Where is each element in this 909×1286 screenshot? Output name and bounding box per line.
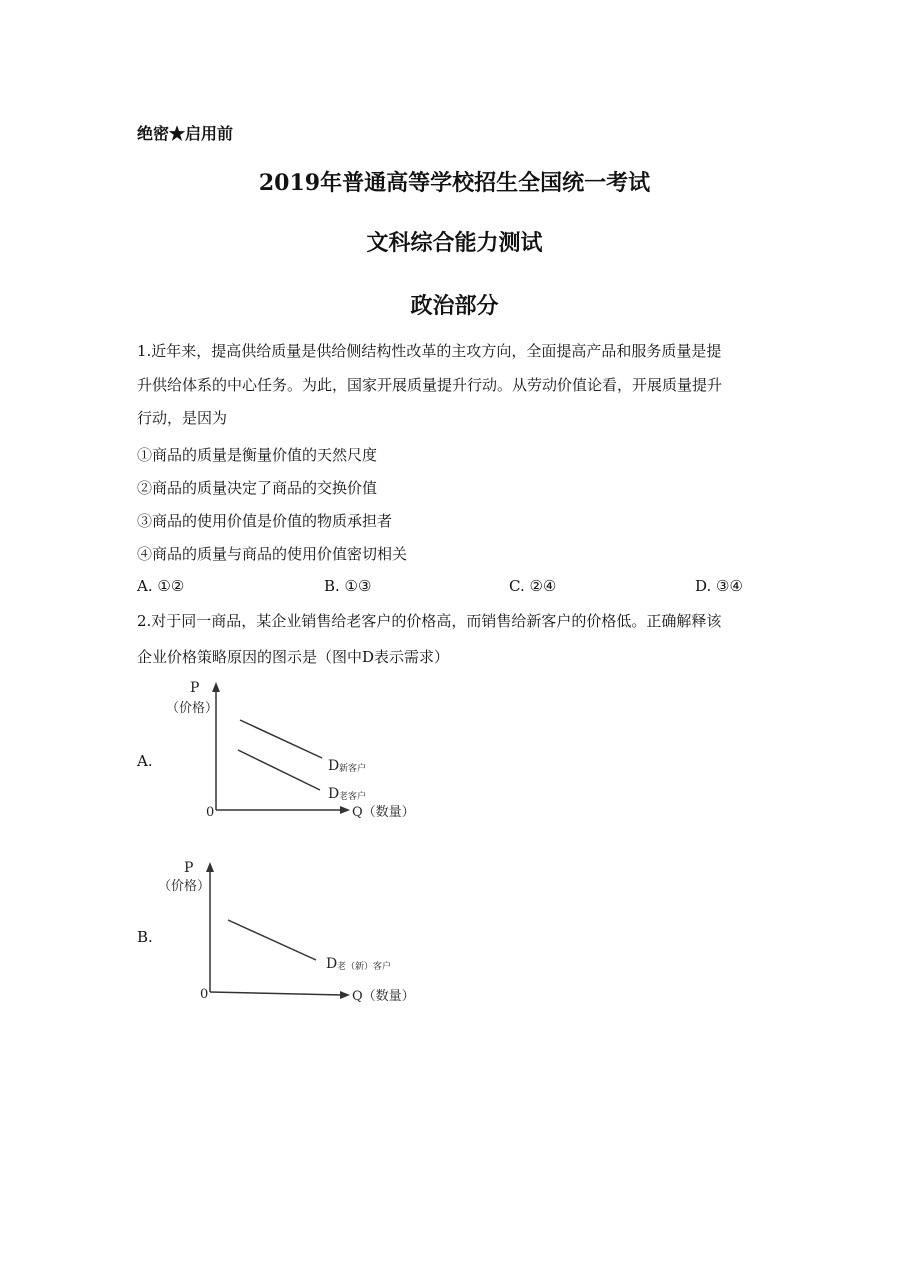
x-axis-arrow — [340, 806, 350, 814]
curve-label-new-customers: 新客户 — [339, 764, 367, 774]
q1-item: ②商品的质量决定了商品的交换价值 — [137, 479, 378, 497]
curve-label-d: D — [328, 786, 340, 802]
q1-option-c: C. ②④ — [509, 577, 557, 595]
section-title: 政治部分 — [410, 293, 499, 319]
curve-label-old-new-customers: 老（新）客户 — [337, 962, 392, 972]
y-axis-label-top: P — [184, 860, 194, 876]
q2-option-b-label: B. — [137, 928, 153, 946]
exam-title: 2019年普通高等学校招生全国统一考试 — [258, 170, 651, 196]
q2-option-a-label: A. — [137, 752, 153, 770]
q2-stem-line-1: 2.对于同一商品，某企业销售给老客户的价格高，而销售给新客户的价格低。正确解释该 — [137, 612, 722, 630]
exam-subtitle: 文科综合能力测试 — [366, 230, 543, 256]
y-axis-arrow — [212, 682, 220, 692]
origin-label: 0 — [206, 805, 215, 820]
q1-option-a: A. ①② — [137, 577, 185, 595]
curve-label-d: D — [328, 758, 340, 774]
x-axis-label: Q（数量） — [352, 805, 415, 820]
curve-label-d: D — [326, 956, 338, 972]
y-axis-label: （价格） — [166, 701, 219, 716]
q1-item: ④商品的质量与商品的使用价值密切相关 — [137, 545, 408, 563]
q1-stem-line-3: 行动，是因为 — [137, 409, 228, 427]
demand-curve-old-new-customers — [228, 920, 316, 960]
origin-label: 0 — [200, 987, 209, 1002]
q1-stem-line-2: 升供给体系的中心任务。为此，国家开展质量提升行动。从劳动价值论看，开展质量提升 — [137, 376, 723, 394]
q1-item: ①商品的质量是衡量价值的天然尺度 — [137, 446, 378, 464]
demand-diagram-b — [150, 856, 450, 1008]
x-axis — [210, 992, 342, 995]
secret-label: 绝密★启用前 — [137, 124, 234, 143]
q1-option-d: D. ③④ — [695, 577, 743, 595]
q1-stem-line-1: 1.近年来，提高供给质量是供给侧结构性改革的主攻方向，全面提高产品和服务质量是提 — [137, 342, 722, 360]
x-axis-label: Q（数量） — [352, 989, 415, 1004]
x-axis-arrow — [340, 991, 350, 999]
y-axis-label-top: P — [190, 680, 200, 696]
demand-curve-new-customers — [240, 720, 322, 758]
y-axis-label: （价格） — [158, 879, 211, 894]
q1-option-b: B. ①③ — [324, 577, 372, 595]
q2-stem-line-2: 企业价格策略原因的图示是（图中D表示需求） — [137, 648, 450, 666]
demand-curve-old-customers — [238, 750, 320, 790]
y-axis-arrow — [206, 862, 214, 872]
demand-diagram-a — [150, 676, 450, 826]
q1-item: ③商品的使用价值是价值的物质承担者 — [137, 512, 393, 530]
curve-label-old-customers: 老客户 — [339, 792, 367, 802]
